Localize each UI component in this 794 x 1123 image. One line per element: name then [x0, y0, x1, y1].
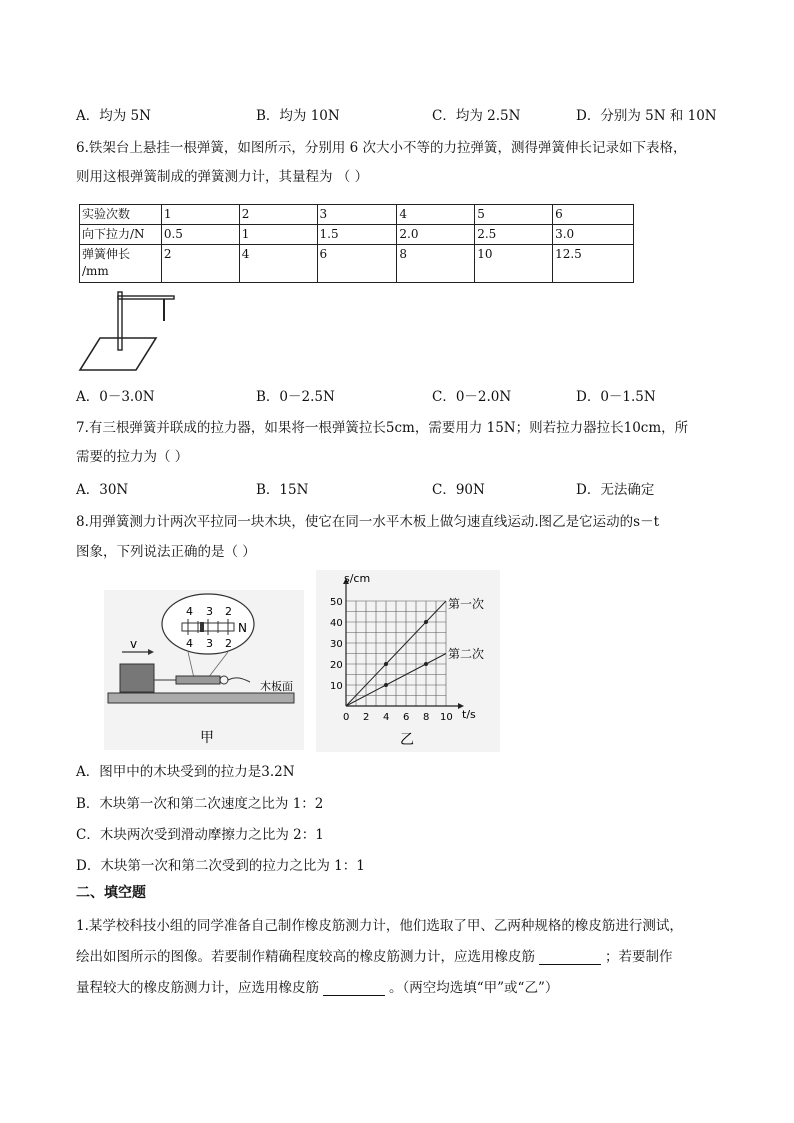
q7-option-b: B．15N [256, 482, 309, 498]
table-cell: 8 [397, 245, 475, 283]
answer-blank-1[interactable] [539, 950, 601, 965]
q7-option-d: D．无法确定 [576, 482, 655, 498]
q6-option-a: A．0－3.0N [76, 389, 155, 405]
q7-stem-line2: 需要的拉力为（ ） [76, 449, 189, 465]
table-cell: 4 [397, 205, 475, 225]
table-cell: 2 [239, 205, 317, 225]
wood-board [108, 693, 294, 703]
q6-option-d: D．0－1.5N [576, 389, 656, 405]
stand-rod [118, 292, 122, 350]
data-point [384, 662, 388, 666]
q5-option-b: B．均为 10N [256, 108, 340, 124]
q5-option-a: A．均为 5N [76, 108, 151, 124]
y-tick-label: 30 [330, 639, 343, 650]
table-cell: 6 [317, 245, 397, 283]
table-cell: 3 [317, 205, 397, 225]
x-tick-label: 6 [403, 712, 410, 723]
surface-label: 木板面 [260, 680, 293, 693]
figure-yi-caption: 乙 [400, 732, 414, 748]
data-point [424, 662, 428, 666]
table-row [80, 245, 634, 283]
section-title: 二、填空题 [76, 885, 146, 901]
table-cell: 5 [475, 205, 553, 225]
table-row-header: 向下拉力/N [80, 225, 162, 245]
q6-stem-line2: 则用这根弹簧制成的弹簧测力计，其量程为 （ ） [76, 169, 369, 185]
table-cell: 10 [475, 245, 553, 283]
table-cell: 2.0 [397, 225, 475, 245]
q8-option-b: B．木块第一次和第二次速度之比为 1：2 [76, 796, 324, 812]
scale-unit: N [238, 621, 247, 635]
fill-q1-line3 [76, 976, 558, 996]
x-tick-label: 0 [343, 712, 350, 723]
data-point [384, 683, 388, 687]
scale-top-label: 4 [186, 605, 193, 618]
q7-option-a: A．30N [76, 482, 129, 498]
q8-option-a: A．图甲中的木块受到的拉力是3.2N [76, 764, 295, 780]
q5-option-d: D．分别为 5N 和 10N [576, 108, 717, 124]
table-cell: 12.5 [553, 245, 634, 283]
table-cell: 1.5 [317, 225, 397, 245]
table-row-header: 实验次数 [80, 205, 162, 225]
q8-option-d: D．木块第一次和第二次受到的拉力之比为 1：1 [76, 858, 365, 874]
y-axis-label: s/cm [344, 572, 371, 585]
data-point [424, 620, 428, 624]
figure-jia [104, 590, 304, 750]
x-tick-label: 10 [440, 712, 453, 723]
table-cell: 6 [553, 205, 634, 225]
table-row [80, 205, 634, 225]
figure-jia-caption: 甲 [200, 730, 214, 746]
q5-option-c: C．均为 2.5N [432, 108, 521, 124]
table-cell: 1 [161, 205, 239, 225]
table-cell: 2.5 [475, 225, 553, 245]
scale-bottom-label: 4 [186, 637, 193, 650]
y-tick-label: 20 [330, 660, 343, 671]
fill-q1-line2-tail: ；若要制作 [605, 949, 673, 965]
x-tick-label: 8 [423, 712, 430, 723]
fill-q1-line2 [76, 945, 673, 965]
series-label-second: 第二次 [448, 647, 485, 661]
scale-pointer [200, 622, 204, 632]
q8-option-c: C．木块两次受到滑动摩擦力之比为 2：1 [76, 827, 324, 843]
fill-q1-line2-text: 绘出如图所示的图像。若要制作精确程度较高的橡皮筋测力计，应选用橡皮筋 [76, 949, 535, 965]
q6-stem-line1: 6.铁架台上悬挂一根弹簧，如图所示，分别用 6 次大小不等的力拉弹簧，测得弹簧伸长记录如下表格， [76, 140, 687, 156]
table-cell: 4 [239, 245, 317, 283]
table-row-header-line1: 弹簧伸长 [82, 247, 131, 261]
y-tick-label: 50 [330, 597, 343, 608]
scale-top-label: 3 [206, 605, 213, 618]
answer-blank-2[interactable] [323, 981, 385, 996]
wood-block [120, 664, 154, 692]
q8-stem-line2: 图象，下列说法正确的是（ ） [76, 544, 256, 560]
q7-option-c: C．90N [432, 482, 485, 498]
scale-bottom-label: 2 [225, 637, 232, 650]
st-chart [316, 570, 500, 752]
q8-stem-line1: 8.用弹簧测力计两次平拉同一块木块，使它在同一水平木板上做匀速直线运动.图乙是它运动的s－t [76, 514, 660, 530]
x-axis-label: t/s [462, 708, 476, 721]
x-tick-label: 4 [383, 712, 390, 723]
table-row-header [80, 245, 162, 283]
x-tick-label: 2 [363, 712, 370, 723]
fill-q1-line3-tail: 。（两空均选填“甲”或“乙”） [389, 980, 559, 996]
stand-arm [118, 296, 174, 299]
q6-option-b: B．0－2.5N [256, 389, 335, 405]
table-cell: 0.5 [161, 225, 239, 245]
fill-q1-line1: 1.某学校科技小组的同学准备自己制作橡皮筋测力计，他们选取了甲、乙两种规格的橡皮筋进行测试， [76, 918, 683, 934]
table-cell: 3.0 [553, 225, 634, 245]
table-cell: 2 [161, 245, 239, 283]
y-tick-label: 10 [330, 681, 343, 692]
y-tick-label: 40 [330, 618, 343, 629]
table-row-header-line2: /mm [82, 264, 109, 278]
fill-q1-line3-text: 量程较大的橡皮筋测力计，应选用橡皮筋 [76, 980, 319, 996]
table-cell: 1 [239, 225, 317, 245]
iron-stand-figure [76, 288, 186, 372]
q7-stem-line1: 7.有三根弹簧并联成的拉力器，如果将一根弹簧拉长5cm，需要用力 15N；则若拉力器拉长10cm，所 [76, 420, 689, 436]
scale-top-label: 2 [225, 605, 232, 618]
velocity-label: v [130, 637, 138, 651]
scale-bottom-label: 3 [206, 637, 213, 650]
spring-scale [176, 676, 220, 684]
table-row [80, 225, 634, 245]
q6-option-c: C．0－2.0N [432, 389, 512, 405]
q6-data-table [79, 204, 634, 283]
series-label-first: 第一次 [448, 597, 485, 611]
